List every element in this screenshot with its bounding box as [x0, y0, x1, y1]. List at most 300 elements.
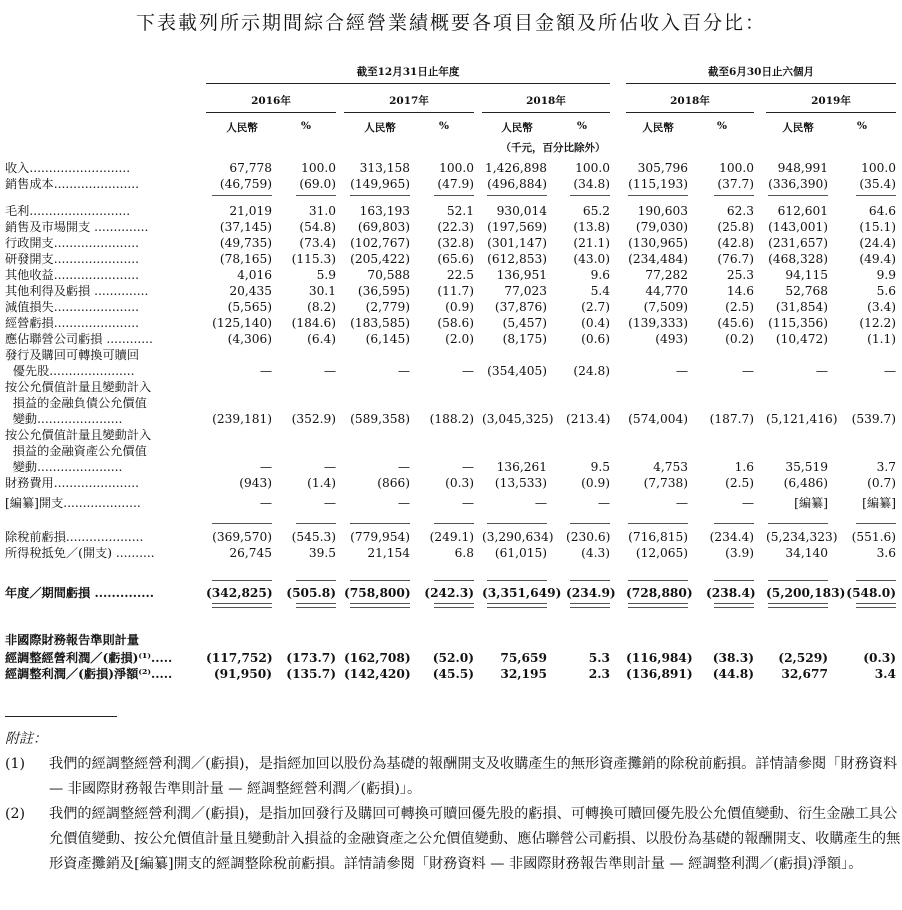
table-row [0, 251, 902, 267]
cell-percent: — [597, 496, 610, 510]
cell-amount: (7,738) [643, 476, 688, 490]
cell-amount: 32,677 [781, 667, 828, 681]
cell-amount: 4,016 [237, 268, 272, 282]
row-label: 按公允價值計量且變動計入 [5, 380, 152, 394]
cell-percent: (539.7) [851, 412, 896, 426]
cell-amount: (37,876) [494, 300, 547, 314]
cell-amount: — [259, 460, 272, 474]
cell-amount: (493) [655, 332, 688, 346]
sum-rule [856, 195, 896, 196]
unit-pct: % [857, 120, 867, 132]
year-rule [766, 112, 896, 113]
cell-percent: (352.9) [291, 412, 336, 426]
cell-amount: — [259, 364, 272, 378]
table-row [0, 347, 902, 363]
cell-amount: (369,570) [212, 530, 272, 544]
cell-percent: (73.4) [299, 236, 336, 250]
cell-amount: 136,261 [496, 460, 547, 474]
cell-percent: (44.8) [712, 667, 754, 681]
cell-amount: (162,708) [344, 651, 411, 665]
cell-percent: (0.7) [867, 476, 896, 490]
table-row [0, 160, 902, 176]
cell-amount: — [397, 460, 410, 474]
cell-percent: (3.9) [725, 546, 754, 560]
cell-percent: 62.3 [726, 204, 754, 218]
cell-percent: — [741, 496, 754, 510]
cell-amount: (301,147) [487, 236, 547, 250]
table-row [0, 427, 902, 443]
cell-percent: (2.7) [581, 300, 610, 314]
year-2018: 2018年 [526, 95, 566, 107]
cell-percent: 9.5 [590, 460, 610, 474]
row-label: 經營虧損...................... [5, 316, 139, 330]
unit-pct: % [439, 120, 449, 132]
table-row [0, 443, 902, 459]
cell-percent: — [741, 364, 754, 378]
cell-amount: 77,023 [504, 284, 547, 298]
cell-percent: (545.3) [291, 530, 336, 544]
row-label: [編纂]開支.................... [5, 496, 141, 510]
cell-amount: (728,880) [626, 586, 693, 600]
cell-amount: (142,420) [344, 667, 411, 681]
cell-percent: (0.9) [445, 300, 474, 314]
cell-percent: (22.3) [437, 220, 474, 234]
cell-amount: — [259, 496, 272, 510]
cell-percent: (242.3) [424, 586, 474, 600]
cell-percent: — [323, 460, 336, 474]
table-row [0, 331, 902, 347]
unit-pct: % [301, 120, 311, 132]
cell-amount: — [397, 496, 410, 510]
table-row [0, 379, 902, 395]
cell-amount: 4,753 [653, 460, 688, 474]
sum-rule [768, 580, 828, 581]
footnote-rule [5, 716, 117, 717]
cell-amount: (10,472) [775, 332, 828, 346]
cell-amount: (6,486) [783, 476, 828, 490]
cell-amount: (31,854) [775, 300, 828, 314]
cell-percent: 65.2 [582, 204, 610, 218]
cell-amount: (197,569) [487, 220, 547, 234]
row-label: 收入.......................... [5, 161, 131, 175]
cell-amount: (205,422) [350, 252, 410, 266]
cell-amount: (115,193) [628, 177, 688, 191]
row-label: 變動...................... [5, 460, 123, 474]
row-label: 損益的金融負債公允價值 [5, 396, 147, 410]
cell-amount: 612,601 [777, 204, 828, 218]
cell-percent: (548.0) [846, 586, 896, 600]
table-row [0, 395, 902, 411]
footnote-1 [5, 752, 898, 804]
cell-percent: (115.3) [291, 252, 336, 266]
cell-amount: 163,193 [359, 204, 410, 218]
cell-percent: (0.9) [581, 476, 610, 490]
sum-rule [350, 580, 410, 581]
sum-rule [856, 523, 896, 524]
row-label: 發行及購回可轉換可贖回 [5, 348, 140, 362]
cell-amount: (46,759) [219, 177, 272, 191]
cell-amount: (136,891) [626, 667, 693, 681]
cell-percent: (32.8) [437, 236, 474, 250]
cell-amount: (589,358) [350, 412, 410, 426]
cell-percent: (234.4) [709, 530, 754, 544]
cell-percent: (25.8) [717, 220, 754, 234]
cell-amount: — [534, 496, 547, 510]
footnote-number: (2) [5, 806, 26, 822]
sum-rule [856, 580, 896, 581]
cell-percent: — [323, 496, 336, 510]
cell-amount: 34,140 [785, 546, 828, 560]
cell-percent: (35.4) [859, 177, 896, 191]
cell-percent: (0.4) [581, 316, 610, 330]
sum-rule [212, 580, 272, 581]
cell-percent: (2.5) [725, 476, 754, 490]
cell-amount: — [675, 364, 688, 378]
cell-amount: (2,779) [365, 300, 410, 314]
row-label: 其他利得及虧損 .............. [5, 284, 149, 298]
row-label: 經調整利潤／(虧損)淨額⁽²⁾..... [5, 667, 173, 681]
table-row [0, 475, 902, 491]
year-rule [482, 112, 610, 113]
cell-amount: 305,796 [637, 161, 688, 175]
cell-percent: (0.3) [445, 476, 474, 490]
cell-amount: (115,356) [768, 316, 828, 330]
cell-amount: (130,965) [628, 236, 688, 250]
cell-amount: — [675, 496, 688, 510]
cell-amount: (143,001) [768, 220, 828, 234]
cell-percent: 5.6 [876, 284, 896, 298]
cell-percent: 25.3 [726, 268, 754, 282]
cell-percent: (65.6) [437, 252, 474, 266]
unit-rmb: 人民幣 [364, 122, 396, 134]
sum-rule [212, 195, 272, 196]
cell-amount: (3,351,649) [482, 586, 562, 600]
cell-percent: (11.7) [437, 284, 474, 298]
cell-percent: (187.7) [709, 412, 754, 426]
sum-rule [350, 603, 410, 608]
cell-amount: 190,603 [637, 204, 688, 218]
cell-percent: (238.4) [706, 586, 756, 600]
sum-rule [487, 523, 547, 524]
cell-amount: (78,165) [219, 252, 272, 266]
cell-amount: (91,950) [213, 667, 272, 681]
cell-percent: — [461, 496, 474, 510]
cell-amount: 75,659 [500, 651, 547, 665]
sum-rule [628, 523, 688, 524]
cell-amount: (125,140) [212, 316, 272, 330]
sum-rule [714, 523, 754, 524]
sum-rule [350, 195, 410, 196]
cell-percent: 5.9 [316, 268, 336, 282]
cell-amount: (239,181) [212, 412, 272, 426]
sum-rule [487, 195, 547, 196]
sum-rule [570, 580, 610, 581]
cell-amount: (8,175) [502, 332, 547, 346]
row-label: 銷售成本...................... [5, 177, 139, 191]
cell-amount: 136,951 [496, 268, 547, 282]
cell-amount: (5,565) [227, 300, 272, 314]
cell-percent: (249.1) [429, 530, 474, 544]
cell-percent: (37.7) [717, 177, 754, 191]
cell-percent: (76.7) [717, 252, 754, 266]
sum-rule [487, 603, 547, 608]
cell-percent: 9.9 [876, 268, 896, 282]
year-rule [206, 112, 336, 113]
row-label: 損益的金融資產公允價值 [5, 444, 147, 458]
cell-percent: (15.1) [859, 220, 896, 234]
cell-percent: (69.0) [299, 177, 336, 191]
cell-percent: (0.6) [581, 332, 610, 346]
group-rule-interim [626, 83, 896, 84]
unit-rmb: 人民幣 [501, 122, 533, 134]
nonifrs-heading [0, 632, 902, 648]
sum-rule [487, 580, 547, 581]
cell-amount: (116,984) [626, 651, 693, 665]
cell-amount: (758,800) [344, 586, 411, 600]
cell-percent: (24.4) [859, 236, 896, 250]
sum-rule [296, 603, 336, 608]
row-label: 銷售及市場開支 .............. [5, 220, 149, 234]
cell-amount: 52,768 [785, 284, 828, 298]
cell-percent: (2.5) [725, 300, 754, 314]
cell-percent: (551.6) [851, 530, 896, 544]
cell-amount: (3,290,634) [482, 530, 554, 544]
unit-pct: % [577, 120, 587, 132]
sum-rule [570, 523, 610, 524]
cell-percent: 31.0 [308, 204, 336, 218]
cell-amount: (69,803) [357, 220, 410, 234]
cell-percent: (135.7) [286, 667, 336, 681]
cell-percent: (3.4) [867, 300, 896, 314]
cell-amount: 21,154 [367, 546, 410, 560]
cell-amount: (779,954) [350, 530, 410, 544]
cell-percent: — [323, 364, 336, 378]
cell-percent: 100.0 [301, 161, 336, 175]
row-label: 減值損失...................... [5, 300, 139, 314]
page-title: 下表載列所示期間綜合經營業績概要各項目金額及所佔收入百分比： [135, 12, 766, 34]
table-row [0, 176, 902, 192]
cell-amount: 313,158 [359, 161, 410, 175]
cell-percent: (34.8) [573, 177, 610, 191]
sum-rule [434, 603, 474, 608]
table-row [0, 495, 902, 511]
cell-percent: 39.5 [308, 546, 336, 560]
cell-percent: (213.4) [566, 412, 611, 426]
cell-percent: 100.0 [575, 161, 610, 175]
cell-percent: 9.6 [590, 268, 610, 282]
cell-amount: (336,390) [768, 177, 828, 191]
group-header-interim: 截至6月30日止六個月 [708, 66, 814, 78]
cell-amount: [編纂] [794, 496, 828, 510]
cell-amount: (102,767) [350, 236, 410, 250]
cell-percent: 3.4 [874, 667, 896, 681]
unit-rmb: 人民幣 [642, 122, 674, 134]
cell-percent: (8.2) [307, 300, 336, 314]
sum-rule [296, 195, 336, 196]
cell-amount: (12,065) [635, 546, 688, 560]
cell-amount: (5,121,416) [766, 412, 838, 426]
cell-percent: 52.1 [446, 204, 474, 218]
cell-amount: (61,015) [494, 546, 547, 560]
cell-percent: (24.8) [573, 364, 610, 378]
table-row [0, 283, 902, 299]
unit-rmb: 人民幣 [226, 122, 258, 134]
cell-percent: — [461, 364, 474, 378]
cell-percent: (21.1) [573, 236, 610, 250]
sum-rule [628, 603, 688, 608]
cell-percent: (13.8) [573, 220, 610, 234]
sum-rule [434, 523, 474, 524]
cell-percent: (230.6) [566, 530, 611, 544]
cell-amount: (5,200,183) [766, 586, 846, 600]
cell-percent: (1.4) [307, 476, 336, 490]
cell-percent: 100.0 [439, 161, 474, 175]
cell-percent: (188.2) [429, 412, 474, 426]
cell-amount: (183,585) [350, 316, 410, 330]
cell-amount: (36,595) [357, 284, 410, 298]
cell-percent: 100.0 [719, 161, 754, 175]
cell-amount: (716,815) [628, 530, 688, 544]
cell-percent: (54.8) [299, 220, 336, 234]
cell-amount: — [397, 364, 410, 378]
row-label: 應佔聯營公司虧損 ............ [5, 332, 153, 346]
sum-rule [768, 603, 828, 608]
cell-percent: (49.4) [859, 252, 896, 266]
cell-amount: 1,426,898 [484, 161, 547, 175]
sum-rule [296, 580, 336, 581]
row-label: 變動...................... [5, 412, 123, 426]
cell-percent: 1.6 [734, 460, 754, 474]
unit-rmb: 人民幣 [782, 122, 814, 134]
row-label: 研發開支...................... [5, 252, 139, 266]
sum-rule [768, 195, 828, 196]
cell-amount: 35,519 [785, 460, 828, 474]
cell-amount: (612,853) [487, 252, 547, 266]
cell-percent: 6.8 [454, 546, 474, 560]
cell-amount: (496,884) [487, 177, 547, 191]
cell-amount: 70,588 [367, 268, 410, 282]
table-row [0, 203, 902, 219]
sum-rule [714, 603, 754, 608]
row-label: 財務費用...................... [5, 476, 139, 490]
cell-amount: (234,484) [628, 252, 688, 266]
sum-rule [570, 603, 610, 608]
cell-amount: (13,533) [494, 476, 547, 490]
cell-amount: (574,004) [628, 412, 688, 426]
cell-amount: 20,435 [229, 284, 272, 298]
cell-amount: (231,657) [768, 236, 828, 250]
sum-rule [570, 195, 610, 196]
cell-percent: 5.4 [590, 284, 610, 298]
cell-percent: 100.0 [861, 161, 896, 175]
sum-rule [628, 195, 688, 196]
cell-percent: (234.9) [566, 586, 616, 600]
cell-amount: (117,752) [206, 651, 273, 665]
year-rule [344, 112, 474, 113]
cell-amount: 948,991 [777, 161, 828, 175]
cell-amount: (354,405) [487, 364, 547, 378]
sum-rule [628, 580, 688, 581]
cell-amount: (49,735) [219, 236, 272, 250]
cell-percent: (58.6) [437, 316, 474, 330]
cell-amount: (37,145) [219, 220, 272, 234]
table-row [0, 219, 902, 235]
cell-percent: (42.8) [717, 236, 754, 250]
sum-rule [714, 580, 754, 581]
cell-percent: (12.2) [859, 316, 896, 330]
cell-percent: — [883, 364, 896, 378]
cell-amount: (3,045,325) [482, 412, 554, 426]
footnote-title: 附註： [5, 731, 47, 747]
cell-amount: (866) [377, 476, 410, 490]
cell-percent: (47.9) [437, 177, 474, 191]
cell-amount: (4,306) [227, 332, 272, 346]
cell-percent: 3.7 [876, 460, 896, 474]
table-row [0, 299, 902, 315]
group-rule-annual [206, 83, 610, 84]
cell-percent: (2.0) [445, 332, 474, 346]
footnote-number: (1) [5, 756, 26, 772]
cell-amount: (2,529) [778, 651, 828, 665]
sum-rule [212, 523, 272, 524]
sum-rule [296, 523, 336, 524]
row-label: 其他收益...................... [5, 268, 139, 282]
sum-rule [212, 603, 272, 608]
cell-amount: (468,328) [768, 252, 828, 266]
cell-percent: (505.8) [286, 586, 336, 600]
cell-amount: 21,019 [229, 204, 272, 218]
cell-percent: (6.4) [307, 332, 336, 346]
table-row [0, 529, 902, 545]
cell-amount: 32,195 [500, 667, 547, 681]
cell-amount: (5,457) [502, 316, 547, 330]
cell-percent: 64.6 [868, 204, 896, 218]
table-row [0, 315, 902, 331]
year-2016: 2016年 [251, 95, 291, 107]
footnote-text: 我們的經調整經營利潤／(虧損)，是指加回發行及購回可轉換可贖回優先股的虧損、可轉換可贖回優先股公允價值變動、衍生金融工具公允價值變動、按公允價值計量且變動計入損益的金融資產之公允價值變動、應佔聯營公司虧損、以股份為基礎的報酬開支、收購產生的無形資產攤銷及[編纂]開支的經調整除稅前虧損。詳情請參閱「財務資料 — 非國際財務報告準則計量 — 經調整利潤／(虧損)淨額」。 [49, 806, 901, 872]
year-2017: 2017年 [389, 95, 429, 107]
cell-amount: (342,825) [206, 586, 273, 600]
table-row [0, 666, 902, 682]
table-row [0, 267, 902, 283]
nonifrs-heading-label: 非國際財務報告準則計量 [5, 633, 140, 647]
cell-percent: 3.6 [876, 546, 896, 560]
cell-amount: (5,234,323) [766, 530, 838, 544]
cell-percent: (52.0) [432, 651, 474, 665]
cell-percent: (45.5) [432, 667, 474, 681]
cell-percent: 5.3 [588, 651, 610, 665]
year-2018-h1: 2018年 [670, 95, 710, 107]
year-2019-h1: 2019年 [811, 95, 851, 107]
cell-amount: (139,333) [628, 316, 688, 330]
row-label: 行政開支...................... [5, 236, 139, 250]
table-row [0, 235, 902, 251]
row-label: 經調整經營利潤／(虧損)⁽¹⁾..... [5, 651, 173, 665]
cell-percent: 22.5 [446, 268, 474, 282]
table-row [0, 411, 902, 427]
cell-percent: [編纂] [862, 496, 896, 510]
cell-percent: — [461, 460, 474, 474]
cell-amount: 94,115 [785, 268, 828, 282]
sum-rule [768, 523, 828, 524]
unit-note: （千元，百分比除外） [500, 142, 606, 154]
group-header-annual: 截至12月31日止年度 [356, 66, 460, 78]
cell-percent: 30.1 [308, 284, 336, 298]
sum-rule [434, 195, 474, 196]
row-label: 優先股...................... [5, 364, 135, 378]
cell-amount: 930,014 [496, 204, 547, 218]
cell-amount: — [815, 364, 828, 378]
